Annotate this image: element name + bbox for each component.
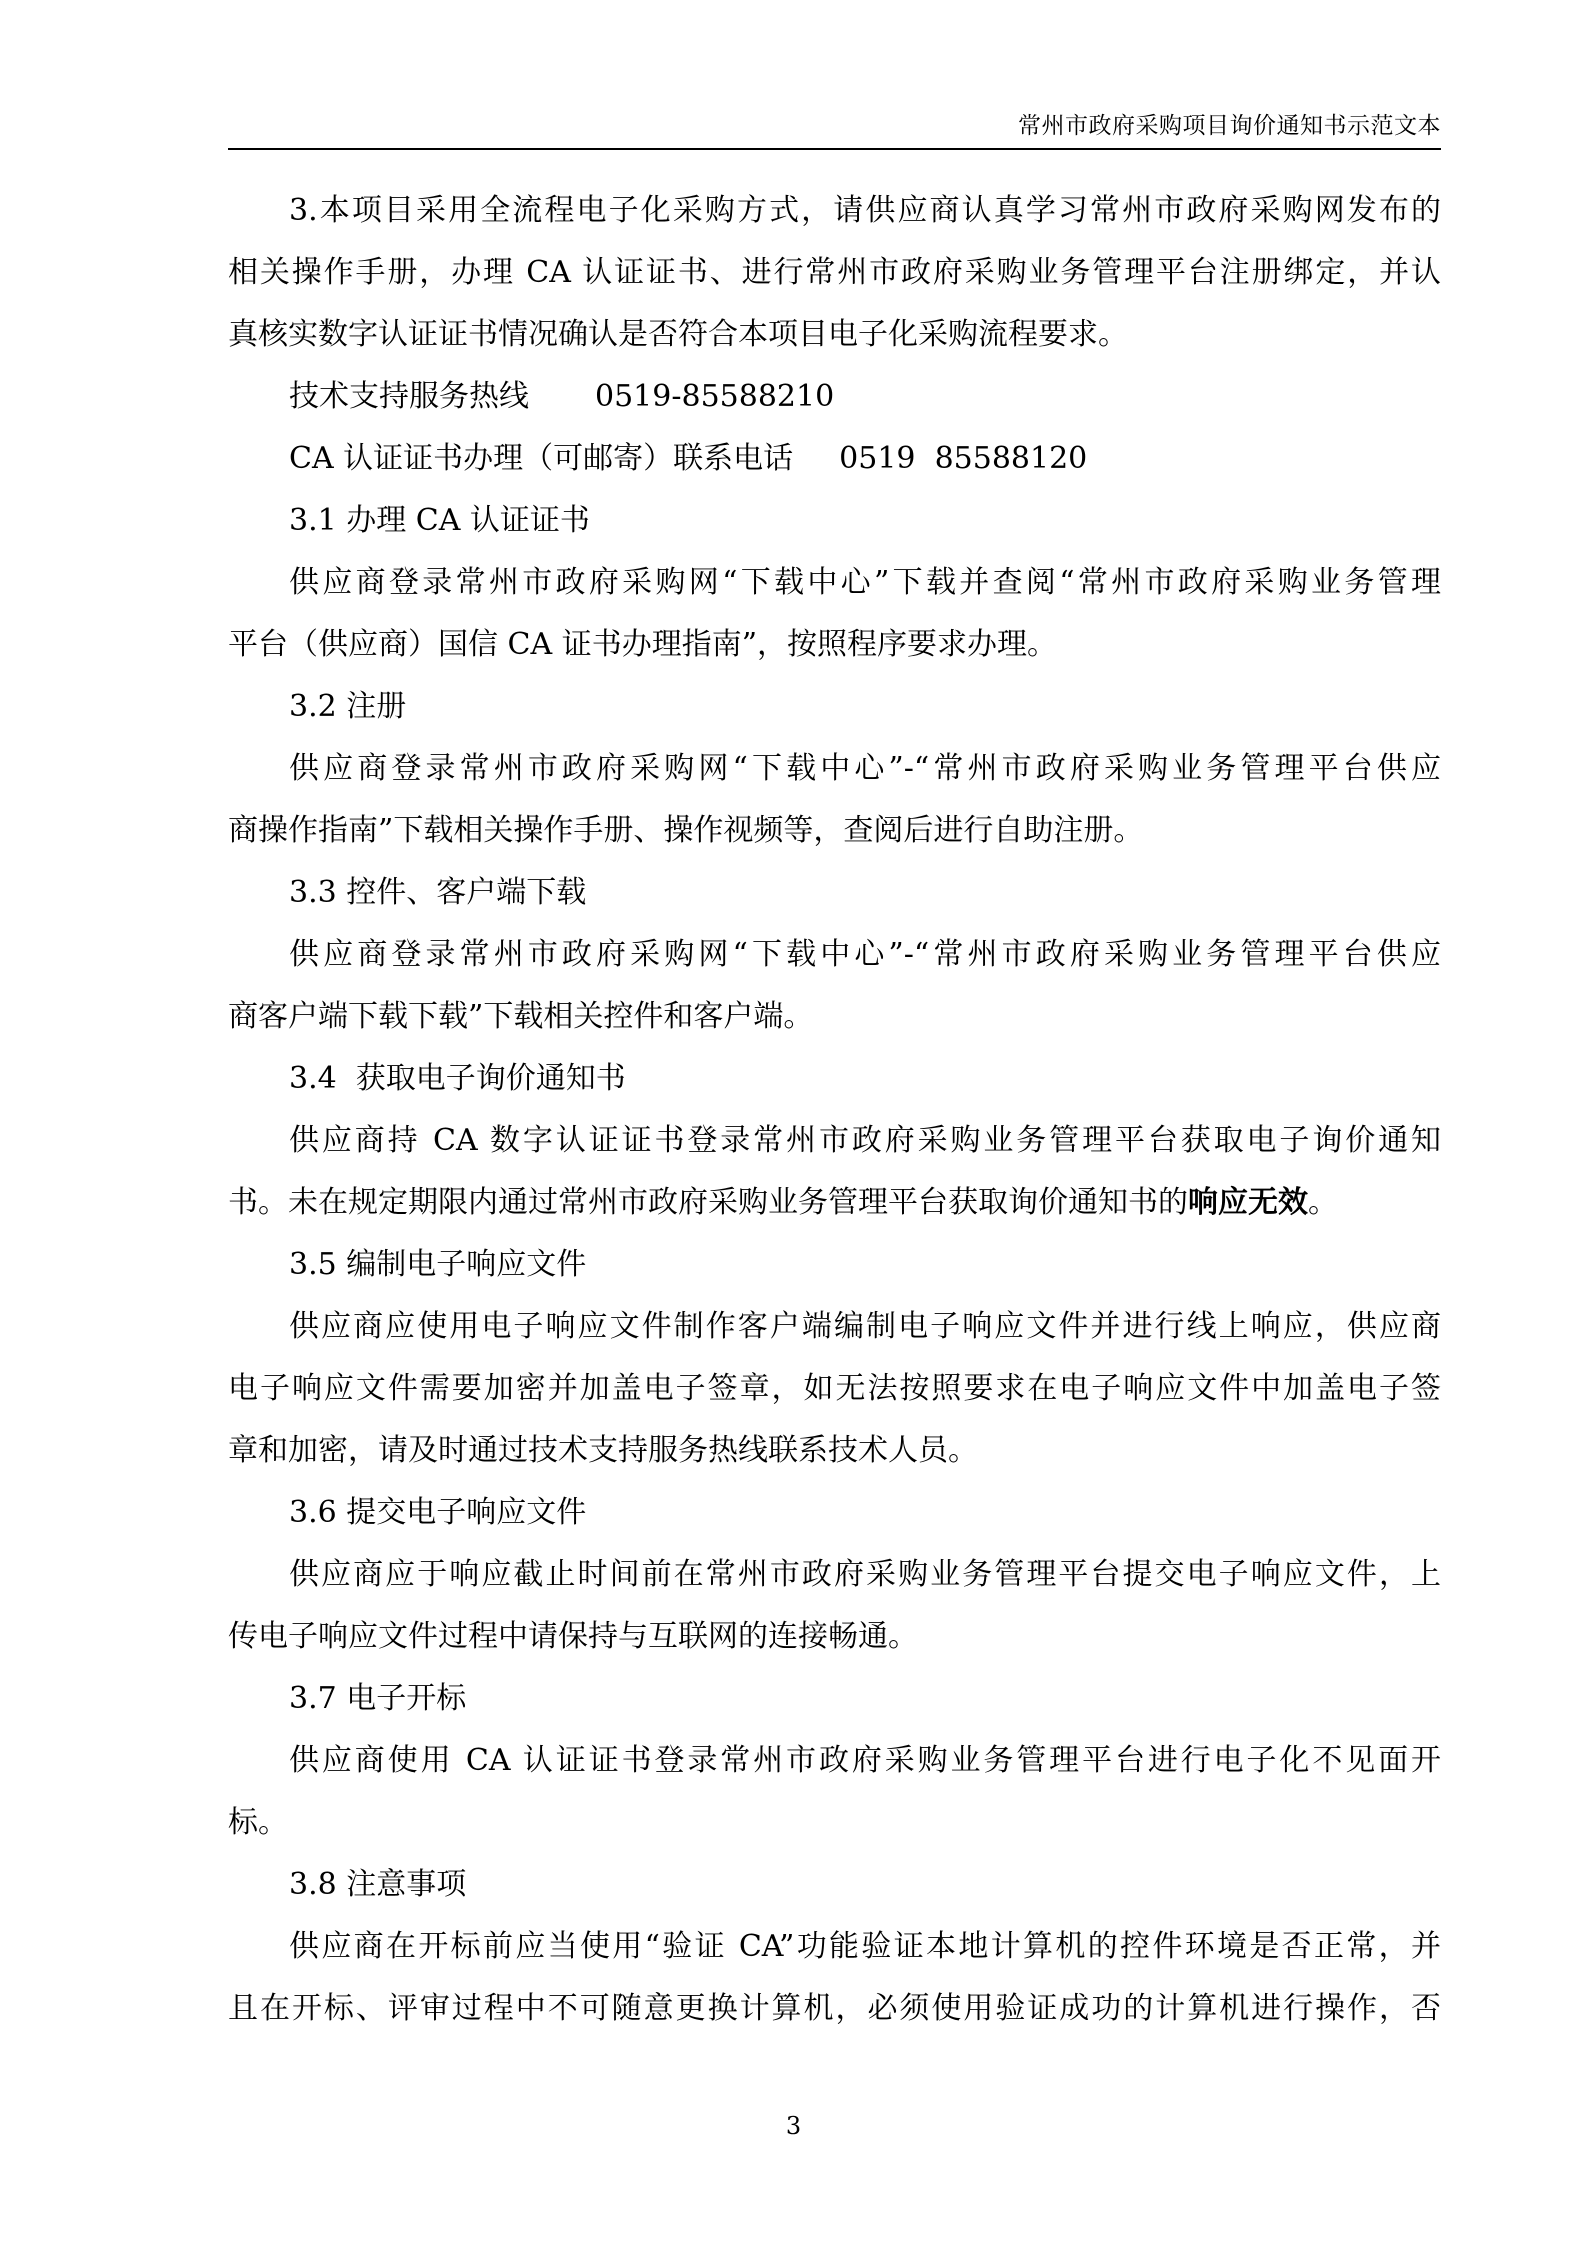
section-heading: 3.7 电子开标 [289,1681,467,1716]
hotline-label: 技术支持服务热线 [289,379,529,414]
paragraph-text: 。 [1308,1185,1338,1220]
emphasis-text: 响应无效 [1188,1185,1308,1220]
page-number: 3 [785,2112,802,2140]
hotline-line [228,366,1441,428]
paragraph-text: 书。未在规定期限内通过常州市政府采购业务管理平台获取询价通知书的 [228,1185,1188,1220]
paragraph-line: 供应商在开标前应当使用“验证 CA”功能验证本地计算机的控件环境是否正常，并 [289,1929,1441,1964]
paragraph-line: 章和加密，请及时通过技术支持服务热线联系技术人员。 [228,1433,978,1468]
paragraph-line: 电子响应文件需要加密并加盖电子签章，如无法按照要求在电子响应文件中加盖电子签 [228,1371,1441,1406]
ca-phone-label: CA 认证证书办理（可邮寄）联系电话 [289,441,794,476]
paragraph-line: 相关操作手册，办理 CA 认证证书、进行常州市政府采购业务管理平台注册绑定，并认 [228,255,1441,290]
paragraph-line: 3.本项目采用全流程电子化采购方式，请供应商认真学习常州市政府采购网发布的 [289,193,1441,228]
section-heading: 3.8 注意事项 [289,1867,467,1902]
paragraph-line: 平台（供应商）国信 CA 证书办理指南”，按照程序要求办理。 [228,627,1058,662]
paragraph-line: 供应商持 CA 数字认证证书登录常州市政府采购业务管理平台获取电子询价通知 [289,1123,1441,1158]
section-heading: 3.5 编制电子响应文件 [289,1247,587,1282]
hotline-number: 0519-85588210 [595,379,835,414]
paragraph-line: 真核实数字认证证书情况确认是否符合本项目电子化采购流程要求。 [228,317,1128,352]
paragraph-line: 供应商使用 CA 认证证书登录常州市政府采购业务管理平台进行电子化不见面开 [289,1743,1441,1778]
section-heading: 3.2 注册 [289,689,407,724]
paragraph-line: 供应商应于响应截止时间前在常州市政府采购业务管理平台提交电子响应文件，上 [289,1557,1441,1592]
paragraph-line: 标。 [228,1805,288,1840]
paragraph-line: 且在开标、评审过程中不可随意更换计算机，必须使用验证成功的计算机进行操作，否 [228,1991,1441,2026]
section-heading: 3.4 获取电子询价通知书 [289,1061,626,1096]
document-body [228,180,1441,2040]
paragraph-line: 传电子响应文件过程中请保持与互联网的连接畅通。 [228,1619,918,1654]
ca-phone-line [228,428,1441,490]
paragraph-line: 供应商登录常州市政府采购网“下载中心”下载并查阅“常州市政府采购业务管理 [289,565,1441,600]
paragraph-line: 供应商应使用电子响应文件制作客户端编制电子响应文件并进行线上响应，供应商 [289,1309,1441,1344]
section-heading: 3.3 控件、客户端下载 [289,875,587,910]
section-heading: 3.1 办理 CA 认证证书 [289,503,590,538]
ca-phone-number: 0519 85588120 [839,441,1088,476]
section-heading: 3.6 提交电子响应文件 [289,1495,587,1530]
page-header [228,108,1441,150]
paragraph-line: 供应商登录常州市政府采购网“下载中心”-“常州市政府采购业务管理平台供应 [289,751,1441,786]
header-title: 常州市政府采购项目询价通知书示范文本 [1018,113,1441,139]
paragraph-line [228,1172,1441,1234]
paragraph-line: 商操作指南”下载相关操作手册、操作视频等，查阅后进行自助注册。 [228,813,1144,848]
paragraph-line: 供应商登录常州市政府采购网“下载中心”-“常州市政府采购业务管理平台供应 [289,937,1441,972]
paragraph-line: 商客户端下载下载”下载相关控件和客户端。 [228,999,814,1034]
